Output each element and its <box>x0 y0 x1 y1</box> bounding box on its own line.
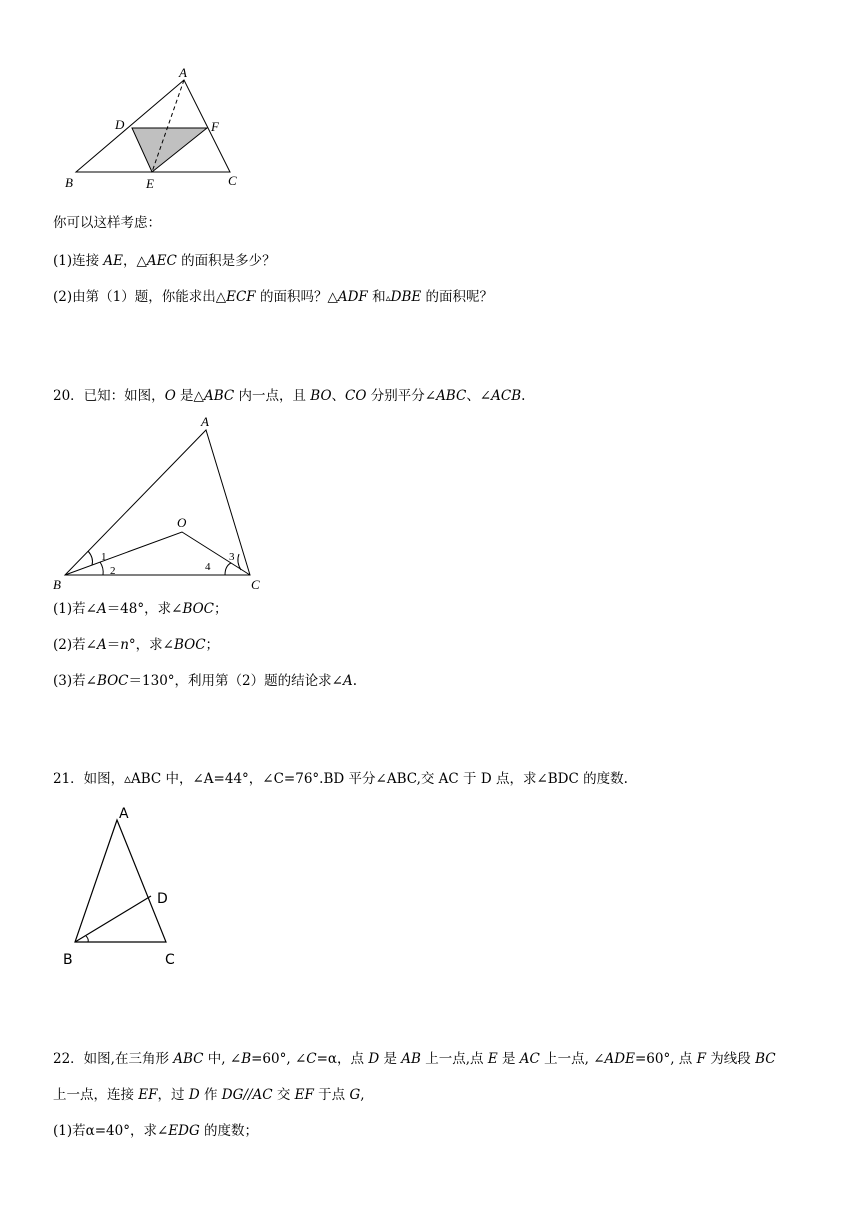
angle-arc-1 <box>88 551 93 565</box>
label-e: E <box>146 176 154 191</box>
label-c: C <box>228 173 237 188</box>
q22-part1: (1)若α=40°，求∠EDG 的度数； <box>53 1123 259 1139</box>
label-b: B <box>53 577 61 592</box>
label-o: O <box>177 515 187 530</box>
label-f: F <box>211 119 219 134</box>
label-a: A <box>119 806 129 822</box>
triangle-abc <box>75 820 166 942</box>
label-d: D <box>115 117 125 132</box>
bisectors-bo-co <box>65 532 250 575</box>
label-c: C <box>251 577 260 592</box>
q20-part1: (1)若∠A＝48°，求∠BOC； <box>53 601 228 617</box>
angle-label-1: 1 <box>101 551 107 563</box>
angle-label-2: 2 <box>110 565 116 577</box>
shaded-triangle-def <box>132 128 207 172</box>
figure-q19-triangle <box>55 65 255 195</box>
q22-line1: 22．如图,在三角形 ABC 中, ∠B=60°, ∠C=α，点 D 是 AB 上一点,点 E 是 AC 上一点, ∠ADE=60°, 点 F 为线段 BC <box>53 1051 776 1067</box>
label-c: C <box>165 952 175 968</box>
q19-intro: 你可以这样考虑： <box>53 215 161 231</box>
label-b: B <box>63 952 73 968</box>
figure-q21-triangle <box>55 800 195 975</box>
q20-part2: (2)若∠A＝n°，求∠BOC； <box>53 637 220 653</box>
angle-arc-4 <box>225 563 231 575</box>
label-d: D <box>157 891 168 907</box>
angle-label-4: 4 <box>205 561 211 573</box>
label-b: B <box>65 175 73 190</box>
angle-arc-b <box>86 936 88 942</box>
q21-stem: 21．如图，▵ABC 中，∠A=44°，∠C=76°.BD 平分∠ABC,交 AC 于 D 点，求∠BDC 的度数. <box>53 771 628 787</box>
q19-part1: (1)连接 AE，△AEC 的面积是多少？ <box>53 253 276 269</box>
q22-line2: 上一点，连接 EF，过 D 作 DG//AC 交 EF 于点 G, <box>53 1087 365 1103</box>
triangle-abc <box>65 430 250 575</box>
figure-q20-triangle <box>50 410 270 595</box>
label-a: A <box>179 65 187 80</box>
q20-part3: (3)若∠BOC＝130°，利用第（2）题的结论求∠A. <box>53 673 357 689</box>
q20-stem: 20．已知：如图，O 是△ABC 内一点，且 BO、CO 分别平分∠ABC、∠ACB. <box>53 388 526 404</box>
q19-part2: (2)由第（1）题，你能求出△ECF 的面积吗？△ADF 和▵DBE 的面积呢？ <box>53 289 494 305</box>
label-a: A <box>201 414 209 429</box>
angle-label-3: 3 <box>229 551 235 563</box>
angle-arc-2 <box>100 562 103 575</box>
segment-bd <box>75 896 151 942</box>
